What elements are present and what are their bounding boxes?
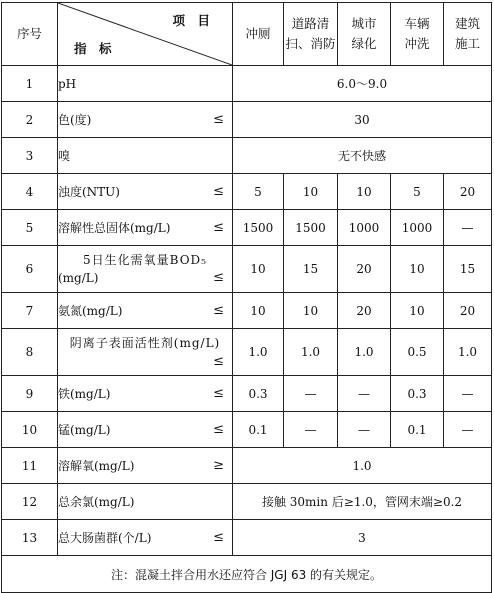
row-number: 5 xyxy=(2,210,58,246)
row-number: 3 xyxy=(2,138,58,174)
value-cell: 1500 xyxy=(284,210,338,246)
indicator-cell: 铁(mg/L) ≤ xyxy=(58,376,233,412)
indicator-cell: 阴离子表面活性剂(mg/L) ≤ xyxy=(58,329,233,376)
indicator-cell: 溶解氧(mg/L) ≥ xyxy=(58,448,233,484)
value-cell: 10 xyxy=(233,293,284,329)
merged-value: 无不快感 xyxy=(233,138,492,174)
table-row xyxy=(2,484,492,520)
value-cell: 5 xyxy=(233,174,284,210)
table-note: 注：混凝土拌合用水还应符合 JGJ 63 的有关规定。 xyxy=(2,556,492,593)
indicator-cell: 5日生化需氧量BOD₅ (mg/L) ≤ xyxy=(58,246,233,293)
value-cell: — xyxy=(444,376,492,412)
value-cell: 0.3 xyxy=(233,376,284,412)
value-cell: 1.0 xyxy=(284,329,338,376)
row-number: 6 xyxy=(2,246,58,293)
merged-value: 1.0 xyxy=(233,448,492,484)
value-cell: 20 xyxy=(444,293,492,329)
value-cell: — xyxy=(338,376,391,412)
row-number: 8 xyxy=(2,329,58,376)
table-row xyxy=(2,412,492,448)
indicator-cell: 溶解性总固体(mg/L) ≤ xyxy=(58,210,233,246)
indicator-cell: 浊度(NTU) ≤ xyxy=(58,174,233,210)
water-quality-table xyxy=(1,2,492,593)
value-cell: 20 xyxy=(444,174,492,210)
indicator-cell: 总大肠菌群(个/L) ≤ xyxy=(58,520,233,556)
merged-value: 接触 30min 后≥1.0，管网末端≥0.2 xyxy=(233,484,492,520)
header-diagonal-cell xyxy=(58,3,233,66)
value-cell: — xyxy=(338,412,391,448)
header-col-flush: 冲厕 xyxy=(233,3,284,66)
value-cell: 0.3 xyxy=(391,376,444,412)
table-row xyxy=(2,329,492,376)
row-number: 7 xyxy=(2,293,58,329)
merged-value: 3 xyxy=(233,520,492,556)
table-row xyxy=(2,210,492,246)
value-cell: 1.0 xyxy=(233,329,284,376)
value-cell: 10 xyxy=(284,174,338,210)
header-col-build: 建筑 施工 xyxy=(444,3,492,66)
value-cell: 10 xyxy=(338,174,391,210)
value-cell: 0.5 xyxy=(391,329,444,376)
row-number: 12 xyxy=(2,484,58,520)
table-row xyxy=(2,102,492,138)
value-cell: 10 xyxy=(284,293,338,329)
table-row xyxy=(2,520,492,556)
indicator-cell: 色(度) ≤ xyxy=(58,102,233,138)
value-cell: 1000 xyxy=(338,210,391,246)
row-number: 1 xyxy=(2,66,58,102)
table-row xyxy=(2,376,492,412)
table-row xyxy=(2,174,492,210)
value-cell: 15 xyxy=(284,246,338,293)
table-row xyxy=(2,448,492,484)
merged-value: 30 xyxy=(233,102,492,138)
row-number: 2 xyxy=(2,102,58,138)
value-cell: — xyxy=(444,210,492,246)
header-col-green: 城市 绿化 xyxy=(338,3,391,66)
value-cell: — xyxy=(284,412,338,448)
header-item: 项 目 xyxy=(172,13,210,28)
header-seq: 序号 xyxy=(2,3,58,66)
value-cell: 1000 xyxy=(391,210,444,246)
value-cell: 15 xyxy=(444,246,492,293)
table-row xyxy=(2,66,492,102)
value-cell: — xyxy=(444,412,492,448)
note-row xyxy=(2,556,492,593)
row-number: 10 xyxy=(2,412,58,448)
indicator-cell: pH xyxy=(58,66,233,102)
row-number: 4 xyxy=(2,174,58,210)
value-cell: 1.0 xyxy=(444,329,492,376)
indicator-cell: 锰(mg/L) ≤ xyxy=(58,412,233,448)
value-cell: — xyxy=(284,376,338,412)
indicator-cell: 嗅 xyxy=(58,138,233,174)
value-cell: 10 xyxy=(233,246,284,293)
indicator-cell: 氨氮(mg/L) ≤ xyxy=(58,293,233,329)
merged-value: 6.0～9.0 xyxy=(233,66,492,102)
indicator-cell: 总余氯(mg/L) xyxy=(58,484,233,520)
table-row xyxy=(2,246,492,293)
value-cell: 20 xyxy=(338,293,391,329)
header-col-road: 道路清 扫、消防 xyxy=(284,3,338,66)
value-cell: 5 xyxy=(391,174,444,210)
table-row xyxy=(2,138,492,174)
header-col-car: 车辆 冲洗 xyxy=(391,3,444,66)
value-cell: 1500 xyxy=(233,210,284,246)
header-indicator: 指 标 xyxy=(74,41,112,56)
header-row xyxy=(2,3,492,66)
row-number: 9 xyxy=(2,376,58,412)
row-number: 13 xyxy=(2,520,58,556)
value-cell: 10 xyxy=(391,293,444,329)
value-cell: 0.1 xyxy=(391,412,444,448)
row-number: 11 xyxy=(2,448,58,484)
value-cell: 0.1 xyxy=(233,412,284,448)
value-cell: 20 xyxy=(338,246,391,293)
value-cell: 10 xyxy=(391,246,444,293)
table-row xyxy=(2,293,492,329)
value-cell: 1.0 xyxy=(338,329,391,376)
